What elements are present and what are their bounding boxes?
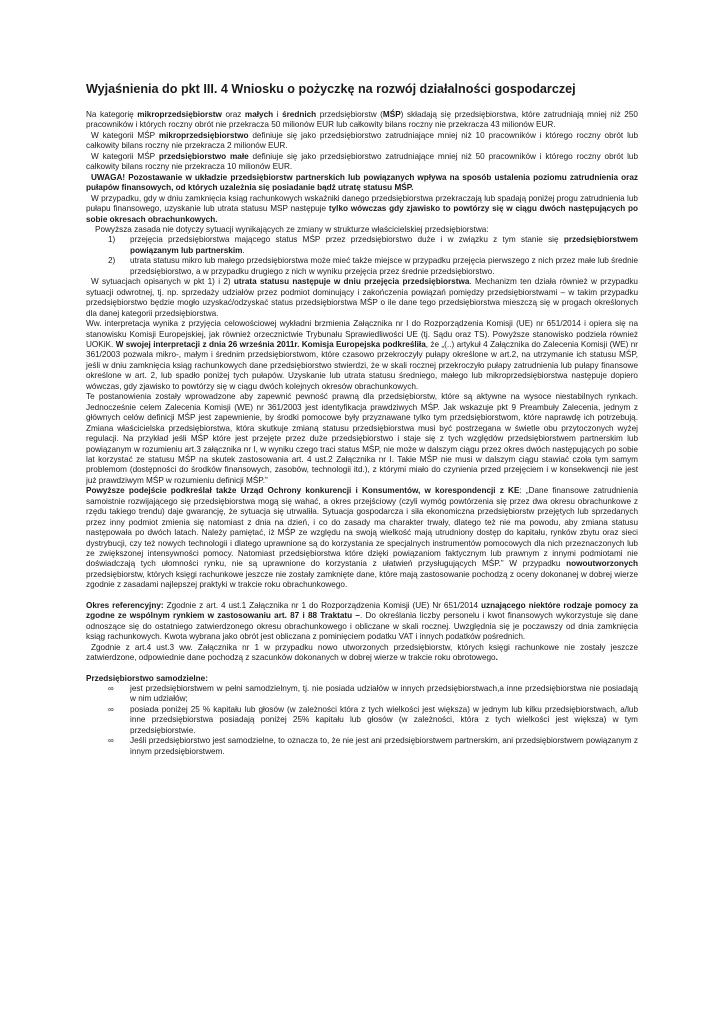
paragraph-msp-definition [86,110,638,131]
spacer [86,591,638,601]
text-span: . Do określania liczby personelu i kwot finansowych wykorzystuje się dane odnoszące się do ostatniego zatwierdzonego okresu obrachunkowego i obliczane w skali rocznej. Uwzględnia się je poczawszy od dnia zamknięcia ksiąg rachunkowych. Kwota wybrana jako obrót jest obliczana z pominięciem podatku VAT i innych podatków pośrednich. [86,611,638,642]
list-item [86,235,638,256]
document-title: Wyjaśnienia do pkt III. 4 Wniosku o pożyczkę na rozwój działalności gospodarczej [86,82,576,96]
bullet-icon: ∞ [108,736,114,746]
text-span: Ww. interpretacja wynika z przyjęcia celowościowej wykładni brzmienia Załącznika nr I do Rozporządzenia Komisji (UE) nr 651/2014 i opiera się na stanowisku Komisji Europejskiej, jak również orzecznictwie Trybunału Sprawiedliwości UE (tj. Sądu oraz TS). Powyższe stanowisko podziela również UOKiK. [86,319,638,349]
paragraph-micro-definition [86,131,638,152]
bold-term: przedsiębiorstwem powiązanym lub partnerskim [130,235,638,255]
paragraph-uokik [86,486,638,591]
list-number: 2) [108,256,116,266]
bold-term: mikroprzedsiębiorstwo [158,130,249,140]
list-item-text: jest przedsiębiorstwem w pełni samodzielnym, tj. nie posiada udziałów w innych przedsiębiorstwach,a inne przedsiębiorstwa nie posiadają w nim udziałów; [130,684,638,704]
bold-term: małych [244,110,274,119]
paragraph-interpretation [86,319,638,392]
paragraph-thresholds [86,194,638,225]
text-span: przedsiębiorstw, których księgi rachunkowe jeszcze nie zostały zamknięte dane, które mają zastosowanie pochodzą z oceny dokonanej w dobrej wierze zgodnie z zasadami najlepszej praktyki w trakcie roku obrachunkowego. [86,569,638,590]
text-span: W przypadku, gdy w dniu zamknięcia ksiąg rachunkowych wskaźniki danego przedsiębiorstwa przekraczają lub spadają poniżej progu zatrudnienia lub pułapu finansowego, uzyskanie lub utrata statusu MSP następuje [86,193,638,214]
list-item [86,684,638,705]
bold-term: utrata statusu następuje w dniu przejęcia przedsiębiorstwa [233,277,470,287]
bold-term: MŚP [382,110,401,119]
bold-term: Powyższe podejście podkreślał także Urząd Ochrony konkurencji i Konsumentów, w korespondencji z KE [86,486,520,496]
spacer [86,664,638,674]
text-span: W sytuacjach opisanych w pkt 1) i 2) [91,277,234,287]
bold-term: nowoutworzonych [566,559,638,569]
text-span: W kategorii MŚP [91,151,159,161]
bold-term: Okres referencyjny: [86,600,164,610]
paragraph-reference-period [86,601,638,643]
text-span: Zgodnie z art. 4 ust.1 Załącznika nr 1 do Rozporządzenia Komisji (UE) Nr 651/2014 [163,600,482,610]
document-page [86,82,638,757]
paragraph-new-enterprises [86,643,638,664]
list-item [86,705,638,736]
list-item [86,256,638,277]
paragraph-legal-certainty: Te postanowienia zostały wprowadzone aby zapewnić pewność prawną dla przedsiębiorstw, które są aktywne na wysoce niestabilnych rynkach. Jednocześnie celem Zalecenia Komisji (WE) nr 361/2003 jest identyfikacja prawdziwych MŚP. Jak wskazuje pkt 9 Preambuły Zalecenia, jednym z głównych celów definicji MŚP jest zapewnienie, by środki pomocowe były przyznawane tylko tym przedsiębiorstwom, które naprawdę ich potrzebują. Zmiana właścicielska przedsiębiorstwa, która skutkuje zmianą statusu przedsiębiorstwa musi być postrzegana w świetle obu przytoczonych wyżej regulacji. Na przykład jeśli MŚP które jest przejęte przez duże przedsiębiorstwo i staje się z tych względów przedsiębiorstwem partnerskim lub powiązanym w rozumieniu art.3 załącznika nr I, w wyniku czego traci status MŚP, nie może w dalszym ciągu przez okres dwóch następujących po sobie lat korzystać ze statusu MŚP na skutek zastosowania art. 4 ust.2 Załącznika nr I. Takie MŚP nie musi w dalszym ciągu stawiać czoła tym samym problemom (dostępności do środków finansowych, zasobów, technologii itd.), z którymi miało do czynienia przed przejęciem i w konsekwencji nie jest już prawdziwym MŚP w rozumieniu definicji MŚP.” [86,392,638,485]
bullet-icon: ∞ [108,684,114,694]
paragraph-status-loss [86,277,638,319]
list-number: 1) [108,235,116,245]
bold-term: przedsiębiorstwo małe [158,151,249,161]
section-heading: Przedsiębiorstwo samodzielne: [86,673,208,683]
paragraph-small-definition [86,152,638,173]
bold-term: . [495,653,498,663]
text-span: , że „(..) artykuł 4 Załącznika do Zalecenia Komisji (WE) nr 361/2003 pozwala mikro-, małym i średnim przedsiębiorstwom, które czasowo przekroczyły pułapy określone w art.2, na utrzymanie ich statusu MŚP, jeśli w dniu zamknięcia ksiąg rachunkowych dane przedsiębiorstwo stwierdzi, że w skali rocznej przekroczyło pułapy zatrudnienia lub pułapy finansowe określone w art. 2, lub spadło poniżej tych pułapów. Uzyskanie lub utrata statusu średniego, małego lub mikroprzedsiębiorstwa następuje dopiero wówczas, gdy zjawisko to powtórzy się w ciągu dwóch kolejnych okresów obrachunkowych. [86,339,638,391]
text-span: Zgodnie z art.4 ust.3 ww. Załącznika nr 1 w przypadku nowo utworzonych przedsiębiorstw, których księgi rachunkowe nie zostały jeszcze zatwierdzone, odpowiednie dane pochodzą z szacunków dokonanych w dobrej wierze w trakcie roku obrotowego [86,642,638,663]
list-item-text: posiada poniżej 25 % kapitału lub głosów (w zależności która z tych wielkości jest większa) w jednym lub kilku przedsiębiorstwach, a/lub inne przedsiębiorstwa posiadają poniżej 25% kapitału lub głosów (w zależności, która z tych wielkości jest większa) w tym przedsiębiorstwie. [130,704,638,735]
text-span: . Mechanizm ten działa również w przypadku sytuacji odwrotnej, tj. np. sprzedaży udziałów przez podmiot dominujący i zakończenia powiązań pomiędzy przedsiębiorstwami – w takim przypadku przedsiębiorstwo będzie mogło uzyskać/odzyskać status przedsiębiorstwa MŚP o ile dane tego przedsiębiorstwa mieszczą się w progach określonych dla danej kategorii przedsiębiorstwa. [86,277,638,318]
text-span: i [273,110,283,119]
text-span: oraz [221,110,245,119]
text-span: ) składają się przedsiębiorstwa, które zatrudniają mniej niż 250 pracowników i których roczny obrót nie przekracza 50 milionów EUR lub całkowity bilans roczny nie przekracza 43 milionów EUR. [86,110,638,130]
text-span: : „Dane finansowe zatrudnienia samoistnie rozwijającego się przedsiębiorstwa mogą się wahać, a okres przejściowy (czyli wymóg powtórzenia się przez dwa okresu obrachunkowe z rzędu takiego trendu) daje gwarancję, że sytuacja się utrwaliła. Sytuacja gospodarcza i siła ekonomiczna przedsiębiorstw przejętych lub sprzedanych przez inny podmiot zmienia się natomiast z dnia na dzień, i co do zasady ma charakter trwały, dlatego też nie ma powodu, aby zmiana statusu następowała po dwóch latach. Należy pamiętać, iż MŚP ze względu na swoją wielkość mają utrudniony dostęp do kapitału, rynków zbytu oraz sieci dystrybucji, czy też nowych technologii i dlatego uprawnione są do korzystania ze specjalnych instrumentów pomocowych dla nich przeznaczonych lub ze zwiększonej intensywności pomocy. Natomiast przedsiębiorstwa które dzięki powiązaniom faktycznym lub prawnym z innymi podmiotami nie doświadczają tych ułomności rynku, nie są uprawnione do korzystania z ułatwień przysługujących MŚP.” W przypadku [86,486,638,569]
list-item-text: Jeśli przedsiębiorstwo jest samodzielne, to oznacza to, że nie jest ani przedsiębiorstwem partnerskim, ani przedsiębiorstwem powiązanym z innym przedsiębiorstwem. [130,736,638,756]
list-item-text [130,235,638,256]
text-span: przejęcia przedsiębiorstwa mającego status MŚP przez przedsiębiorstwo duże i w związku z tym stanie się [130,235,564,245]
text-span: Na kategorię [86,110,138,119]
text-span: . [242,245,245,255]
bold-term: średnich [282,110,317,119]
paragraph-warning [86,173,638,194]
paragraph-ownership-change: Powyższa zasada nie dotyczy sytuacji wynikających ze zmiany w strukturze właścicielskiej przedsiębiorstwa: [95,224,489,234]
list-item [86,736,638,757]
text-span: definiuje się jako przedsiębiorstwo zatrudniające mniej niż 10 pracowników i którego roczny obrót lub całkowity bilans roczny nie przekracza 2 milionów EUR. [86,130,638,151]
text-span: przedsiębiorstw ( [316,110,383,119]
bold-term: tylko wówczas gdy zjawisko to powtórzy się w ciągu dwóch następujących po sobie okresach obrachunkowych. [86,204,638,224]
list-item-text: utrata statusu mikro lub małego przedsiębiorstwa może mieć także miejsce w przypadku przejęcia pierwszego z nich przez małe lub średnie przedsiębiorstwo, a w przypadku drugiego z nich w wyniku przejęcia przez średnie przedsiębiorstwo. [130,256,638,276]
bullet-icon: ∞ [108,704,114,714]
text-span: definiuje się jako przedsiębiorstwo zatrudniające mniej niż 50 pracowników i którego roczny obrót lub całkowity bilans roczny nie przekracza 10 milionów EUR. [86,151,638,172]
warning-text: UWAGA! Pozostawanie w układzie przedsiębiorstw partnerskich lub powiązanych wpływa na sposób ustalenia poziomu zatrudnienia oraz pułapów finansowych, od których uzależnia się posiadanie bądź utratę statusu MŚP. [86,172,638,193]
bold-term: uznającego niektóre rodzaje pomocy za zgodne ze wspólnym rynkiem w zastosowaniu art. 87 i 88 Traktatu – [86,600,638,621]
bold-term: W swojej interpretacji z dnia 26 września 2011r. Komisja Europejska podkreśliła [115,339,426,349]
bold-term: mikroprzedsiębiorstw [137,110,222,119]
text-span: W kategorii MŚP [91,130,159,140]
